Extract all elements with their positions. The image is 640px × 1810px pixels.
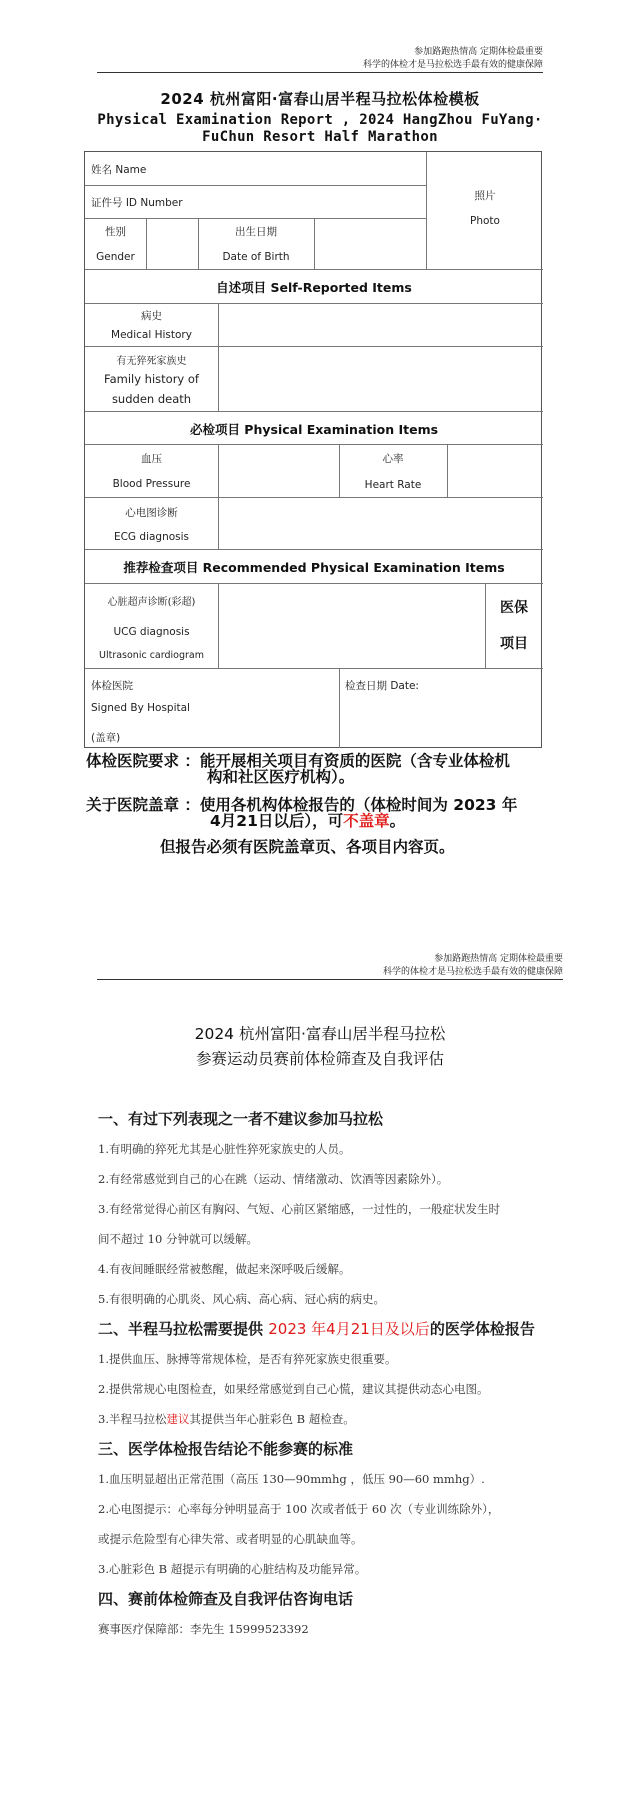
- section-2-item: 2.提供常规心电图检查，如果经常感觉到自己心慌，建议其提供动态心电图。: [98, 1382, 489, 1396]
- section-1-item: 间不超过 10 分钟就可以缓解。: [98, 1232, 258, 1246]
- blood-pressure-cn: 血压: [141, 453, 162, 465]
- contact-info: 赛事医疗保障部：李先生 15999523392: [98, 1622, 309, 1636]
- header-slogan-1: 参加路跑热情高 定期体检最重要: [414, 47, 543, 57]
- gender-label-en: Gender: [96, 251, 135, 263]
- requirement-seal-line1: 关于医院盖章 ：使用各机构体检报告的（体检时间为 2023 年: [86, 796, 518, 814]
- family-history-en-1: Family history of: [104, 372, 199, 386]
- no-seal-highlight: 不盖章: [343, 812, 390, 830]
- ecg-en: ECG diagnosis: [113, 531, 190, 543]
- dob-label-cn: 出生日期: [235, 226, 277, 238]
- section-self-reported: 自述项目 Self-Reported Items: [216, 280, 412, 295]
- section-1-item: 4.有夜间睡眠经常被憋醒，做起来深呼吸后缓解。: [98, 1262, 351, 1276]
- photo-label-cn: 照片: [474, 190, 496, 202]
- ucg-en-1: UCG diagnosis: [113, 626, 190, 638]
- ucg-cn: 心脏超声诊断(彩超): [107, 597, 196, 608]
- requirement-hospital-line1: 体检医院要求 ：能开展相关项目有资质的医院（含专业体检机: [86, 752, 510, 770]
- section-recommended: 推荐检查项目 Recommended Physical Examination Items: [123, 560, 505, 575]
- id-number-label: 证件号 ID Number: [91, 197, 183, 209]
- hospital-label-en: Signed By Hospital: [91, 702, 190, 714]
- dob-label-en: Date of Birth: [222, 251, 290, 263]
- section-2-heading-text: 二、半程马拉松需要提供: [98, 1320, 269, 1338]
- requirement-hospital-line2: 构和社区医疗机构）。: [207, 768, 355, 786]
- section-2-heading: [98, 1318, 535, 1339]
- medical-history-en: Medical History: [111, 329, 192, 341]
- family-history-en-2: sudden death: [111, 392, 192, 406]
- section-3-item: 或提示危险型有心律失常、或者明显的心肌缺血等。: [98, 1532, 363, 1546]
- form-title-en-line2: FuChun Resort Half Marathon: [202, 129, 438, 145]
- medical-history-cn: 病史: [141, 310, 162, 322]
- section-2-heading-end: 的医学体检报告: [429, 1320, 535, 1338]
- requirement-seal-end: 。: [389, 812, 406, 830]
- section-4-heading: 四、赛前体检筛查及自我评估咨询电话: [98, 1590, 354, 1608]
- insurance-label-2: 项目: [500, 636, 528, 652]
- ucg-en-2: Ultrasonic cardiogram: [99, 650, 204, 661]
- section-2-item: [98, 1411, 355, 1427]
- hospital-label-cn: 体检医院: [91, 680, 133, 692]
- page-header-2: [320, 953, 563, 979]
- header-slogan-2: 科学的体检才是马拉松选手最有效的健康保障: [382, 967, 563, 977]
- header-divider-2: [97, 979, 563, 980]
- section-2-item3-end: 其提供当年心脏彩色 B 超检查。: [189, 1412, 355, 1426]
- section-3-item: 2.心电图提示：心率每分钟明显高于 100 次或者低于 60 次（专业训练除外），: [98, 1502, 500, 1516]
- heart-rate-cn: 心率: [382, 453, 404, 465]
- form-title-en: [60, 112, 580, 146]
- section-physical-items: 必检项目 Physical Examination Items: [189, 422, 439, 437]
- requirement-seal-line2: [210, 813, 405, 830]
- seal-label: (盖章): [91, 732, 121, 744]
- section-1-item: 1.有明确的猝死尤其是心脏性猝死家族史的人员。: [98, 1142, 351, 1156]
- page2-title-line1: 2024 杭州富阳·富春山居半程马拉松: [194, 1025, 446, 1043]
- section-1-item: 5.有很明确的心肌炎、风心病、高心病、冠心病的病史。: [98, 1292, 385, 1306]
- heart-rate-en: Heart Rate: [364, 479, 422, 491]
- section-2-item3-text: 3.半程马拉松: [98, 1412, 167, 1426]
- page-header: [300, 46, 543, 72]
- ecg-cn: 心电图诊断: [125, 507, 178, 519]
- form-title-cn: 2024 杭州富阳·富春山居半程马拉松体检模板: [160, 90, 480, 108]
- page-2: [0, 930, 640, 1810]
- exam-date-label: 检查日期 Date:: [345, 680, 419, 692]
- section-1-item: 2.有经常感觉到自己的心在跳（运动、情绪激动、饮酒等因素除外）。: [98, 1172, 449, 1186]
- section-3-heading: 三、医学体检报告结论不能参赛的标准: [98, 1440, 354, 1458]
- insurance-label-1: 医保: [500, 600, 528, 616]
- form-title-en-line1: Physical Examination Report , 2024 HangZhou FuYang·: [97, 112, 543, 128]
- section-1-heading: 一、有过下列表现之一者不建议参加马拉松: [98, 1110, 384, 1128]
- photo-label-en: Photo: [470, 215, 500, 227]
- exam-form-table: [84, 151, 542, 748]
- page2-title-line2: 参赛运动员赛前体检筛查及自我评估: [195, 1050, 444, 1068]
- section-2-date-highlight: 2023 年4月21日及以后: [268, 1320, 430, 1338]
- section-2-item: 1.提供血压、脉搏等常规体检，是否有猝死家族史很重要。: [98, 1352, 397, 1366]
- header-divider: [97, 72, 543, 73]
- header-slogan-1: 参加路跑热情高 定期体检最重要: [434, 954, 563, 964]
- requirement-seal-text: 4月21日以后），可: [210, 812, 344, 830]
- section-3-item: 3.心脏彩色 B 超提示有明确的心脏结构及功能异常。: [98, 1562, 367, 1576]
- section-1-item: 3.有经常觉得心前区有胸闷、气短、心前区紧缩感，一过性的，一般症状发生时: [98, 1202, 500, 1216]
- family-history-cn: 有无猝死家族史: [116, 356, 187, 367]
- blood-pressure-en: Blood Pressure: [112, 478, 191, 490]
- name-label: 姓名 Name: [91, 164, 147, 176]
- recommend-highlight: 建议: [166, 1412, 190, 1426]
- section-3-item: 1.血压明显超出正常范围（高压 130—90mmhg ，低压 90—60 mmhg）.: [98, 1472, 485, 1486]
- header-slogan-2: 科学的体检才是马拉松选手最有效的健康保障: [362, 60, 543, 70]
- requirement-pages: 但报告必须有医院盖章页、各项目内容页。: [160, 838, 455, 856]
- gender-label-cn: 性别: [105, 226, 126, 238]
